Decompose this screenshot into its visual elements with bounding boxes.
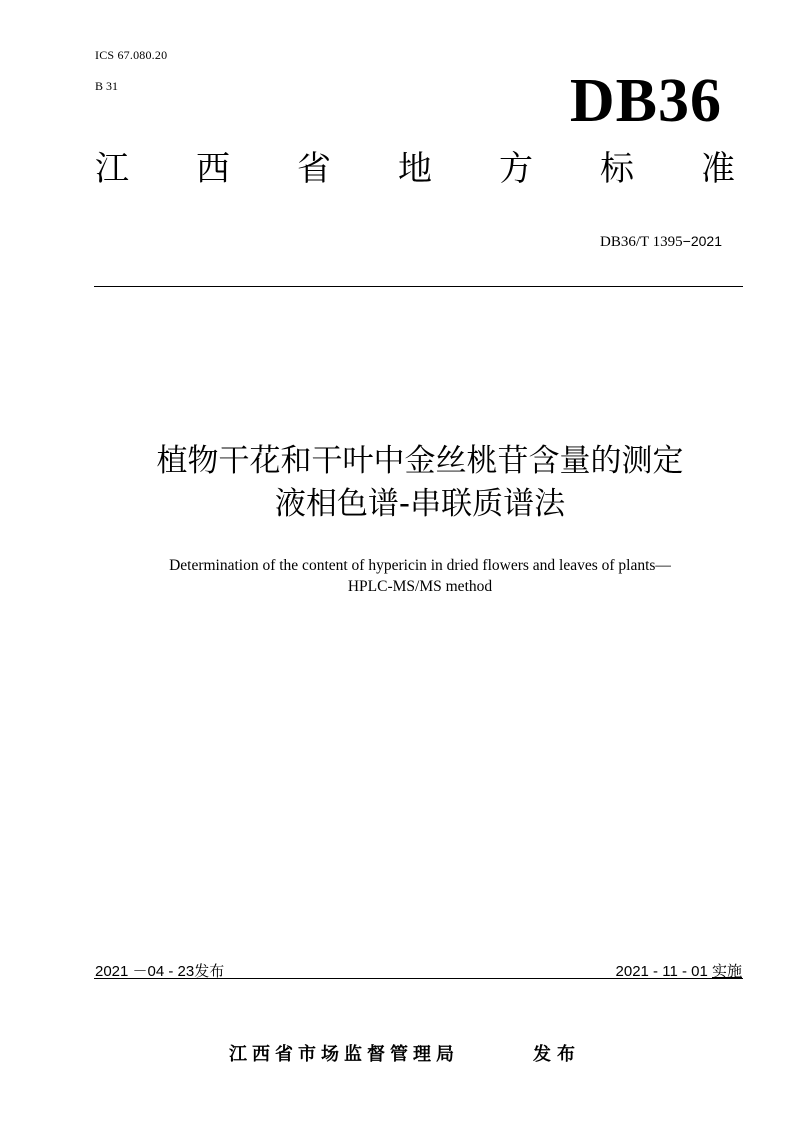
footer-divider bbox=[94, 978, 743, 979]
ics-code: ICS 67.080.20 bbox=[95, 48, 168, 62]
title-char: 准 bbox=[701, 149, 735, 189]
standard-type-title bbox=[95, 149, 735, 189]
document-title-line2: 液相色谱-串联质谱法 bbox=[274, 486, 566, 522]
standard-number bbox=[600, 233, 722, 251]
issuing-authority: 江西省市场监督管理局 bbox=[229, 1044, 459, 1065]
english-title-line2: HPLC-MS/MS method bbox=[347, 578, 493, 595]
standard-number-prefix: DB36/T 1395 bbox=[600, 234, 683, 250]
title-char: 地 bbox=[398, 149, 432, 189]
ccs-code: B 31 bbox=[95, 79, 119, 93]
document-title-line1: 植物干花和干叶中金丝桃苷含量的测定 bbox=[156, 443, 684, 479]
title-char: 省 bbox=[297, 149, 331, 189]
standard-logo: DB36 bbox=[569, 67, 722, 135]
header-divider bbox=[94, 286, 743, 287]
standard-number-year: 2021 bbox=[690, 233, 722, 249]
document-title bbox=[0, 440, 800, 526]
issue-date-label: 发布 bbox=[194, 962, 225, 980]
title-char: 标 bbox=[600, 149, 634, 189]
english-title bbox=[0, 555, 800, 597]
issue-word: 发布 bbox=[533, 1044, 581, 1065]
issue-date-value: 2021 －04 - 23 bbox=[95, 963, 195, 980]
standard-number-sep: − bbox=[682, 233, 691, 249]
title-char: 江 bbox=[95, 149, 129, 189]
implement-date-label: 实施 bbox=[711, 962, 742, 980]
english-title-line1: Determination of the content of hypericin in dried flowers and leaves of plants— bbox=[169, 557, 671, 574]
implement-date-value: 2021 - 11 - 01 bbox=[615, 963, 708, 980]
title-char: 方 bbox=[499, 149, 533, 189]
title-char: 西 bbox=[196, 149, 230, 189]
